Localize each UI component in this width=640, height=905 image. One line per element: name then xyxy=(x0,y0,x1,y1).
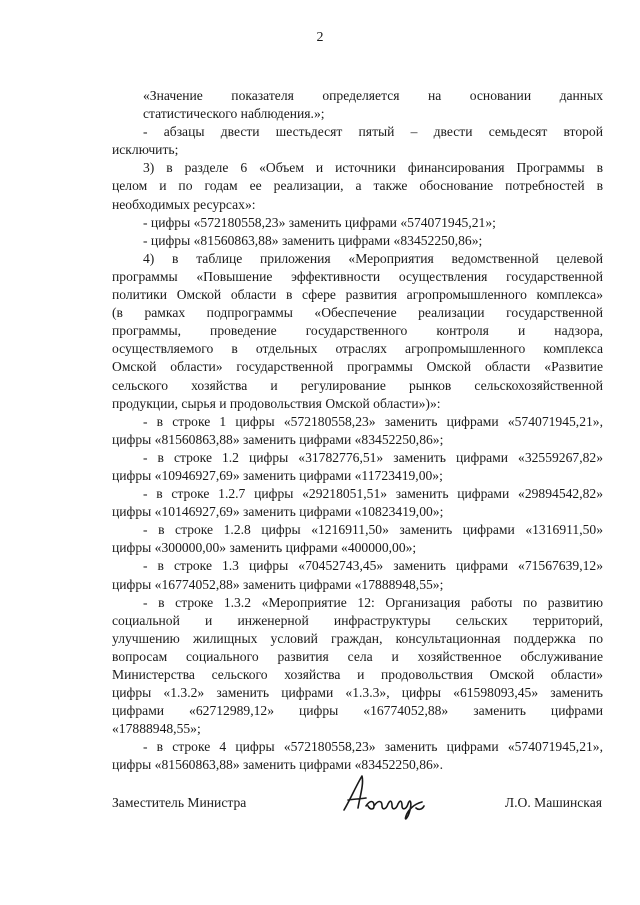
text-line: - абзацы двести шестьдесят пятый – двести семьдесят второй xyxy=(143,124,603,140)
text-line: - в строке 1.2 цифры «31782776,51» заменить цифрами «32559267,82» xyxy=(143,449,603,465)
text-line: цифры «81560863,88» заменить цифрами «83452250,86»; xyxy=(112,431,444,447)
text-line: осуществляемого в отдельных отраслях агропромышленного комплекса xyxy=(112,341,603,357)
text-line: вопросам социального развития села и хозяйственное обслуживание xyxy=(112,648,603,664)
text-line: - в строке 1.2.7 цифры «29218051,51» заменить цифрами «29894542,82» xyxy=(143,486,603,502)
text-line: - в строке 4 цифры «572180558,23» заменить цифрами «574071945,21», xyxy=(143,739,603,755)
page-number: 2 xyxy=(316,30,324,45)
text-line: продукции, сырья и продовольствия Омской области»)»: xyxy=(112,395,441,411)
text-line: улучшению жилищных условий граждан, консультационная поддержка по xyxy=(112,630,603,646)
text-line: целом и по годам ее реализации, а также обоснование потребностей в xyxy=(112,178,603,194)
text-line: цифры «16774052,88» заменить цифрами «17888948,55»; xyxy=(112,576,444,592)
signer-position: Заместитель Министра xyxy=(112,795,247,810)
text-line: Омской области» государственной программы Омской области «Развитие xyxy=(112,359,603,375)
text-line: программы, проведение государственного контроля и надзора, xyxy=(112,323,603,339)
text-line: цифрами «62712989,12» цифры «16774052,88» заменить цифрами xyxy=(112,703,603,719)
text-line: цифры «10946927,69» заменить цифрами «11723419,00»; xyxy=(112,467,443,483)
document-body xyxy=(112,87,603,775)
handwritten-signature xyxy=(330,766,440,826)
text-line: социальной и инженерной инфраструктуры сельских территорий, xyxy=(112,612,603,628)
text-line: «Значение показателя определяется на основании данных xyxy=(143,88,603,103)
text-line: цифры «81560863,88» заменить цифрами «83452250,86». xyxy=(112,757,443,773)
text-line: - в строке 1.3 цифры «70452743,45» заменить цифрами «71567639,12» xyxy=(143,558,603,574)
text-line: политики Омской области в сфере развития агропромышленного комплекса» xyxy=(112,287,603,303)
text-line: необходимых ресурсах»: xyxy=(112,196,256,212)
signer-name: Л.О. Машинская xyxy=(504,795,602,810)
text-line: цифры «1.3.2» заменить цифрами «1.3.3», цифры «61598093,45» заменить xyxy=(112,685,603,701)
text-line: - в строке 1 цифры «572180558,23» заменить цифрами «574071945,21», xyxy=(143,413,603,429)
text-line: - в строке 1.2.8 цифры «1216911,50» заменить цифрами «1316911,50» xyxy=(143,522,603,538)
text-line: «17888948,55»; xyxy=(112,721,201,737)
text-line: сельского хозяйства и регулирование рынков сельскохозяйственной xyxy=(112,377,603,393)
text-line: (в рамках подпрограммы «Обеспечение реализации государственной xyxy=(112,305,603,321)
text-line: - цифры «572180558,23» заменить цифрами «574071945,21»; xyxy=(143,214,496,230)
text-line: 3) в разделе 6 «Объем и источники финансирования Программы в xyxy=(143,160,603,176)
text-line: программы «Повышение эффективности осуществления государственной xyxy=(112,268,603,284)
text-line: - в строке 1.3.2 «Мероприятие 12: Организация работы по развитию xyxy=(143,594,603,610)
text-line: цифры «10146927,69» заменить цифрами «10823419,00»; xyxy=(112,504,444,520)
text-line: исключить; xyxy=(112,142,179,158)
text-line: 4) в таблице приложения «Мероприятия ведомственной целевой xyxy=(143,250,603,266)
text-line: - цифры «81560863,88» заменить цифрами «83452250,86»; xyxy=(143,232,483,248)
text-line: Министерства сельского хозяйства и продовольствия Омской области» xyxy=(112,667,603,682)
text-line: статистического наблюдения.»; xyxy=(143,106,325,122)
text-line: цифры «300000,00» заменить цифрами «400000,00»; xyxy=(112,540,417,556)
